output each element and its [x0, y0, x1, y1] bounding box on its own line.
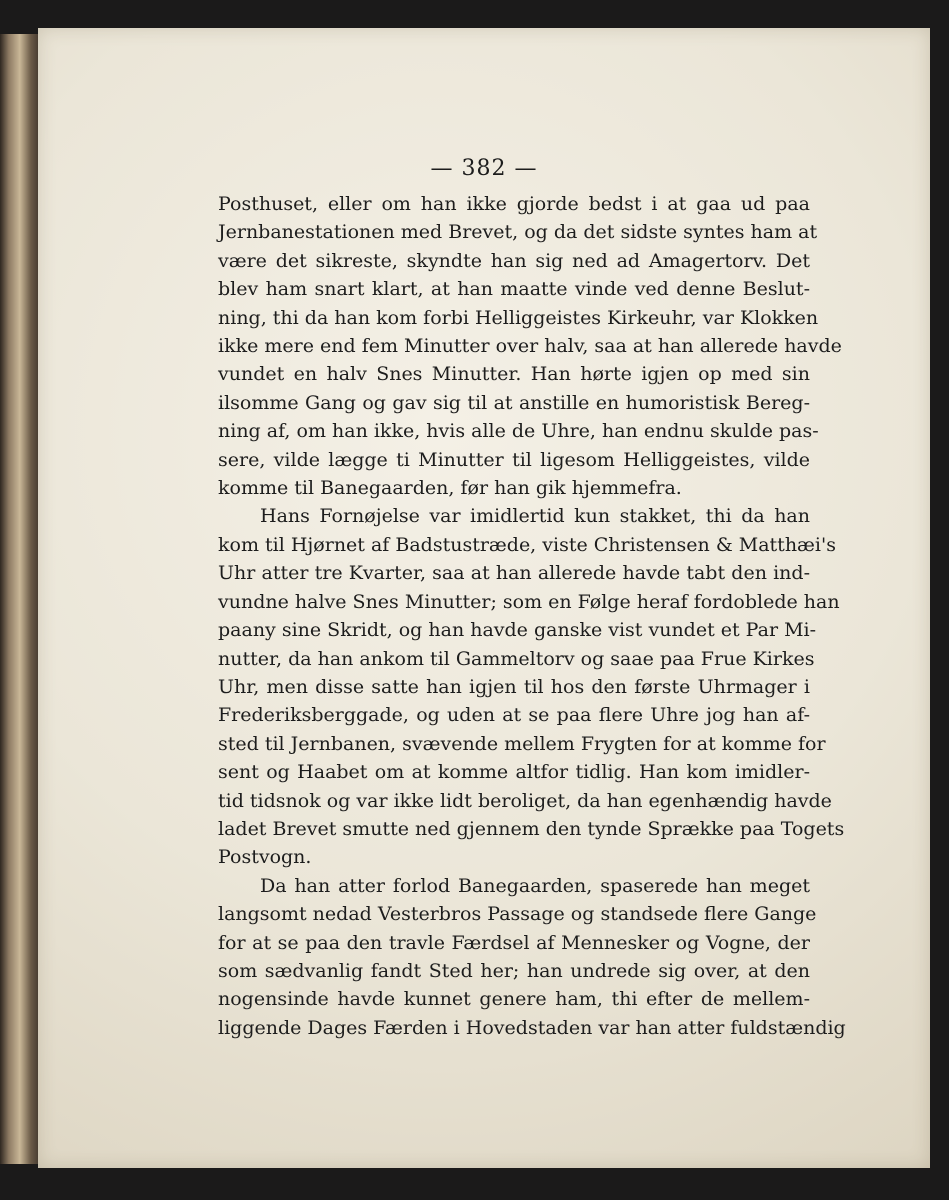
paragraph-1 [218, 190, 842, 502]
text-line: ikke mere end fem Minutter over halv, saa at han allerede havde [218, 335, 842, 358]
text-line: Da han atter forlod Banegaarden, spaserede han meget [260, 874, 810, 897]
text-line: Uhr atter tre Kvarter, saa at han allerede havde tabt den ind- [218, 562, 810, 585]
text-line: nogensinde havde kunnet genere ham, thi efter de mellem- [218, 988, 810, 1011]
text-line: ladet Brevet smutte ned gjennem den tynde Sprække paa Togets [218, 817, 845, 840]
paragraph-2 [218, 502, 845, 871]
text-line: langsomt nedad Vesterbros Passage og standsede flere Gange [218, 903, 817, 926]
text-line: blev ham snart klart, at han maatte vinde ved denne Beslut- [218, 278, 810, 301]
body-text [218, 190, 846, 1042]
text-line: Hans Fornøjelse var imidlertid kun stakket, thi da han [260, 505, 810, 528]
text-line: komme til Banegaarden, før han gik hjemmefra. [218, 477, 682, 500]
text-line: for at se paa den travle Færdsel af Mennesker og Vogne, der [218, 931, 810, 954]
text-line: kom til Hjørnet af Badstustræde, viste Christensen & Matthæi's [218, 533, 836, 556]
text-line: Uhr, men disse satte han igjen til hos den første Uhrmager i [218, 675, 810, 698]
text-line: som sædvanlig fandt Sted her; han undrede sig over, at den [218, 959, 810, 982]
text-line: ilsomme Gang og gav sig til at anstille en humoristisk Bereg- [218, 391, 810, 414]
page-number: — 382 — [430, 156, 538, 181]
text-line: tid tidsnok og var ikke lidt beroliget, da han egenhændig havde [218, 789, 832, 812]
paragraph-3 [218, 872, 846, 1042]
text-line: Postvogn. [218, 846, 312, 869]
text-line: ning af, om han ikke, hvis alle de Uhre, han endnu skulde pas- [218, 420, 819, 443]
text-line: Posthuset, eller om han ikke gjorde bedst i at gaa ud paa [218, 193, 810, 215]
text-line: ning, thi da han kom forbi Helliggeistes Kirkeuhr, var Klokken [218, 306, 819, 329]
text-line: være det sikreste, skyndte han sig ned ad Amagertorv. Det [218, 249, 810, 272]
text-line: sent og Haabet om at komme altfor tidlig. Han kom imidler- [218, 761, 810, 784]
book-page [38, 28, 930, 1168]
text-line: vundne halve Snes Minutter; som en Følge heraf fordoblede han [218, 590, 840, 613]
text-line: paany sine Skridt, og han havde ganske vist vundet et Par Mi- [218, 619, 817, 642]
text-line: sted til Jernbanen, svævende mellem Frygten for at komme for [218, 732, 826, 755]
text-line: nutter, da han ankom til Gammeltorv og saae paa Frue Kirkes [218, 647, 815, 670]
text-line: liggende Dages Færden i Hovedstaden var han atter fuldstændig [218, 1016, 846, 1039]
text-line: sere, vilde lægge ti Minutter til ligesom Helliggeistes, vilde [218, 448, 810, 471]
text-line: Frederiksberggade, og uden at se paa flere Uhre jog han af- [218, 704, 810, 727]
text-line: Jernbanestationen med Brevet, og da det sidste syntes ham at [218, 221, 818, 244]
text-line: vundet en halv Snes Minutter. Han hørte igjen op med sin [218, 363, 810, 386]
